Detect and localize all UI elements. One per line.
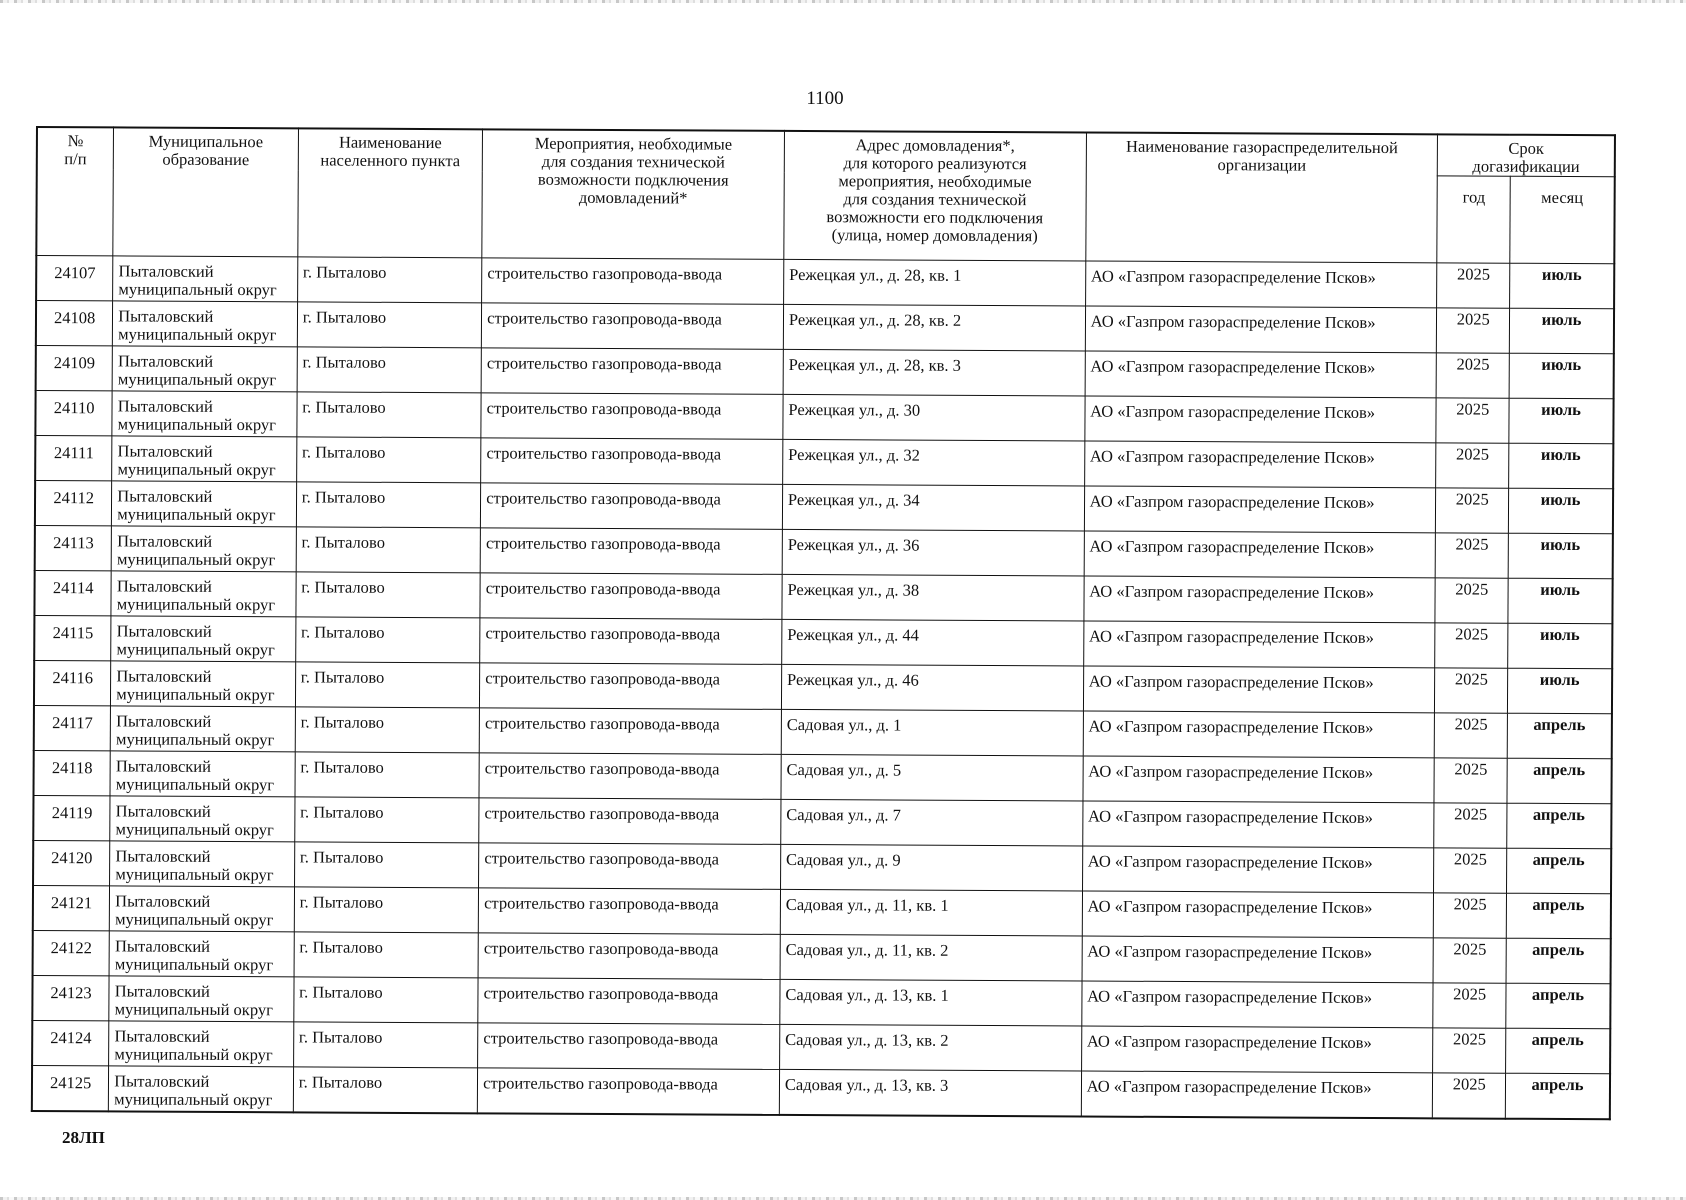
cell-settlement: г. Пыталово — [294, 932, 479, 978]
cell-num: 24111 — [35, 436, 112, 481]
cell-year: 2025 — [1433, 983, 1506, 1028]
cell-municipality: Пыталовский муниципальный округ — [111, 571, 296, 617]
table-header — [36, 127, 1615, 264]
cell-year: 2025 — [1436, 398, 1509, 443]
cell-month: апрель — [1506, 983, 1611, 1029]
cell-num: 24114 — [34, 570, 111, 615]
cell-settlement: г. Пыталово — [295, 707, 480, 753]
cell-organization: АО «Газпром газораспределение Псков» — [1084, 531, 1436, 578]
table-row — [32, 1065, 1610, 1118]
cell-settlement: г. Пыталово — [294, 977, 479, 1023]
cell-address: Садовая ул., д. 13, кв. 2 — [779, 1024, 1081, 1071]
cell-measures: строительство газопровода-ввода — [481, 348, 783, 395]
cell-num: 24113 — [35, 525, 112, 570]
cell-year: 2025 — [1436, 488, 1509, 533]
table-body — [32, 256, 1614, 1119]
header-num: № п/п — [36, 127, 113, 256]
header-year: год — [1437, 176, 1510, 263]
cell-organization: АО «Газпром газораспределение Псков» — [1083, 621, 1435, 668]
cell-address: Режецкая ул., д. 44 — [782, 619, 1084, 666]
cell-settlement: г. Пыталово — [297, 392, 482, 438]
cell-year: 2025 — [1434, 938, 1507, 983]
cell-organization: АО «Газпром газораспределение Псков» — [1085, 261, 1437, 308]
cell-month: апрель — [1507, 758, 1612, 804]
cell-municipality: Пыталовский муниципальный округ — [109, 931, 294, 977]
cell-address: Садовая ул., д. 11, кв. 2 — [780, 934, 1082, 981]
cell-measures: строительство газопровода-ввода — [479, 798, 781, 845]
cell-measures: строительство газопровода-ввода — [481, 393, 783, 440]
cell-municipality: Пыталовский муниципальный округ — [112, 346, 297, 392]
cell-municipality: Пыталовский муниципальный округ — [111, 526, 296, 572]
cell-municipality: Пыталовский муниципальный округ — [110, 841, 295, 887]
cell-year: 2025 — [1437, 353, 1510, 398]
header-measures: Мероприятия, необходимые для создания технической возможности подключения домовладений* — [482, 129, 784, 259]
cell-address: Садовая ул., д. 13, кв. 1 — [780, 979, 1082, 1026]
cell-settlement: г. Пыталово — [295, 617, 480, 663]
cell-address: Садовая ул., д. 7 — [781, 799, 1083, 846]
cell-municipality: Пыталовский муниципальный округ — [110, 886, 295, 932]
cell-organization: АО «Газпром газораспределение Псков» — [1081, 1026, 1433, 1073]
cell-settlement: г. Пыталово — [295, 752, 480, 798]
cell-organization: АО «Газпром газораспределение Псков» — [1085, 396, 1437, 443]
page-number: 1100 — [806, 88, 844, 109]
cell-municipality: Пыталовский муниципальный округ — [110, 796, 295, 842]
cell-measures: строительство газопровода-ввода — [478, 978, 780, 1025]
cell-year: 2025 — [1435, 578, 1508, 623]
cell-organization: АО «Газпром газораспределение Псков» — [1083, 756, 1435, 803]
cell-num: 24117 — [34, 705, 111, 750]
cell-municipality: Пыталовский муниципальный округ — [112, 391, 297, 437]
cell-address: Садовая ул., д. 11, кв. 1 — [780, 889, 1082, 936]
cell-month: июль — [1510, 263, 1615, 309]
cell-measures: строительство газопровода-ввода — [480, 663, 782, 710]
cell-year: 2025 — [1433, 1073, 1506, 1118]
cell-address: Садовая ул., д. 5 — [781, 754, 1083, 801]
cell-num: 24109 — [36, 346, 113, 391]
cell-num: 24112 — [35, 481, 112, 526]
cell-num: 24108 — [36, 301, 113, 346]
cell-municipality: Пыталовский муниципальный округ — [112, 436, 297, 482]
cell-month: июль — [1509, 398, 1614, 444]
cell-municipality: Пыталовский муниципальный округ — [110, 751, 295, 797]
cell-organization: АО «Газпром газораспределение Псков» — [1082, 846, 1434, 893]
cell-measures: строительство газопровода-ввода — [482, 258, 784, 305]
cell-address: Садовая ул., д. 13, кв. 3 — [779, 1069, 1081, 1116]
cell-measures: строительство газопровода-ввода — [481, 438, 783, 485]
cell-num: 24123 — [32, 975, 109, 1020]
cell-settlement: г. Пыталово — [295, 662, 480, 708]
cell-month: июль — [1508, 533, 1613, 579]
header-municipality: Муниципальное образование — [113, 127, 298, 256]
cell-organization: АО «Газпром газораспределение Псков» — [1081, 1071, 1433, 1118]
cell-address: Режецкая ул., д. 36 — [782, 529, 1084, 576]
cell-measures: строительство газопровода-ввода — [478, 888, 780, 935]
cell-settlement: г. Пыталово — [294, 842, 479, 888]
cell-num: 24122 — [33, 930, 110, 975]
header-settlement: Наименование населенного пункта — [298, 128, 483, 257]
cell-num: 24118 — [33, 750, 110, 795]
scan-edge-top — [0, 0, 1686, 3]
cell-year: 2025 — [1436, 443, 1509, 488]
cell-month: апрель — [1507, 713, 1612, 759]
cell-year: 2025 — [1435, 623, 1508, 668]
cell-num: 24125 — [32, 1065, 109, 1110]
cell-municipality: Пыталовский муниципальный округ — [109, 1066, 294, 1112]
cell-settlement: г. Пыталово — [296, 572, 481, 618]
cell-municipality: Пыталовский муниципальный округ — [113, 256, 298, 302]
header-address: Адрес домовладения*, для которого реализуются мероприятия, необходимые для создания технической возможности его подключения (улица, номер домовладения) — [784, 131, 1086, 261]
cell-num: 24120 — [33, 840, 110, 885]
cell-month: апрель — [1506, 893, 1611, 939]
cell-organization: АО «Газпром газораспределение Псков» — [1083, 666, 1435, 713]
cell-measures: строительство газопровода-ввода — [479, 753, 781, 800]
cell-address: Режецкая ул., д. 34 — [782, 484, 1084, 531]
cell-num: 24124 — [32, 1020, 109, 1065]
cell-year: 2025 — [1434, 893, 1507, 938]
cell-measures: строительство газопровода-ввода — [479, 708, 781, 755]
cell-month: апрель — [1506, 938, 1611, 984]
header-month: месяц — [1510, 176, 1615, 264]
cell-measures: строительство газопровода-ввода — [478, 1068, 780, 1115]
cell-month: июль — [1507, 668, 1612, 714]
cell-year: 2025 — [1434, 848, 1507, 893]
cell-settlement: г. Пыталово — [296, 482, 481, 528]
cell-municipality: Пыталовский муниципальный округ — [109, 976, 294, 1022]
cell-municipality: Пыталовский муниципальный округ — [111, 661, 296, 707]
cell-organization: АО «Газпром газораспределение Псков» — [1082, 891, 1434, 938]
cell-address: Режецкая ул., д. 28, кв. 3 — [783, 349, 1085, 396]
cell-month: июль — [1508, 578, 1613, 624]
cell-settlement: г. Пыталово — [296, 437, 481, 483]
cell-organization: АО «Газпром газораспределение Псков» — [1084, 441, 1436, 488]
cell-organization: АО «Газпром газораспределение Псков» — [1084, 576, 1436, 623]
cell-address: Режецкая ул., д. 28, кв. 1 — [783, 259, 1085, 306]
cell-num: 24116 — [34, 660, 111, 705]
cell-year: 2025 — [1434, 758, 1507, 803]
cell-num: 24110 — [35, 391, 112, 436]
cell-month: июль — [1509, 353, 1614, 399]
cell-month: апрель — [1506, 848, 1611, 894]
cell-measures: строительство газопровода-ввода — [478, 933, 780, 980]
cell-address: Режецкая ул., д. 32 — [783, 439, 1085, 486]
cell-measures: строительство газопровода-ввода — [481, 483, 783, 530]
cell-settlement: г. Пыталово — [297, 347, 482, 393]
cell-settlement: г. Пыталово — [294, 797, 479, 843]
cell-num: 24121 — [33, 885, 110, 930]
cell-organization: АО «Газпром газораспределение Псков» — [1082, 801, 1434, 848]
cell-month: апрель — [1505, 1073, 1610, 1119]
gasification-table — [31, 126, 1616, 1120]
cell-settlement: г. Пыталово — [293, 1067, 478, 1113]
cell-num: 24119 — [33, 795, 110, 840]
cell-municipality: Пыталовский муниципальный округ — [113, 301, 298, 347]
cell-address: Режецкая ул., д. 46 — [781, 664, 1083, 711]
cell-settlement: г. Пыталово — [293, 1022, 478, 1068]
cell-month: июль — [1508, 488, 1613, 534]
cell-organization: АО «Газпром газораспределение Псков» — [1082, 936, 1434, 983]
cell-measures: строительство газопровода-ввода — [480, 528, 782, 575]
header-deadline: Срок догазификации — [1438, 134, 1615, 176]
cell-month: апрель — [1507, 803, 1612, 849]
cell-address: Режецкая ул., д. 38 — [782, 574, 1084, 621]
cell-year: 2025 — [1437, 308, 1510, 353]
cell-municipality: Пыталовский муниципальный округ — [110, 706, 295, 752]
table-container — [31, 126, 1616, 1120]
cell-organization: АО «Газпром газораспределение Псков» — [1083, 711, 1435, 758]
cell-year: 2025 — [1435, 668, 1508, 713]
cell-settlement: г. Пыталово — [296, 527, 481, 573]
cell-num: 24115 — [34, 615, 111, 660]
cell-organization: АО «Газпром газораспределение Псков» — [1085, 306, 1437, 353]
cell-organization: АО «Газпром газораспределение Псков» — [1081, 981, 1433, 1028]
cell-settlement: г. Пыталово — [297, 257, 482, 303]
header-organization: Наименование газораспределительной организации — [1085, 132, 1438, 262]
cell-address: Режецкая ул., д. 30 — [783, 394, 1085, 441]
cell-measures: строительство газопровода-ввода — [480, 618, 782, 665]
cell-measures: строительство газопровода-ввода — [480, 573, 782, 620]
cell-settlement: г. Пыталово — [294, 887, 479, 933]
cell-year: 2025 — [1437, 263, 1510, 308]
cell-organization: АО «Газпром газораспределение Псков» — [1085, 351, 1437, 398]
cell-month: апрель — [1506, 1028, 1611, 1074]
cell-municipality: Пыталовский муниципальный округ — [112, 481, 297, 527]
document-code: 28ЛП — [62, 1128, 105, 1147]
cell-year: 2025 — [1435, 713, 1508, 758]
cell-municipality: Пыталовский муниципальный округ — [111, 616, 296, 662]
cell-address: Садовая ул., д. 9 — [780, 844, 1082, 891]
cell-municipality: Пыталовский муниципальный округ — [109, 1021, 294, 1067]
cell-organization: АО «Газпром газораспределение Псков» — [1084, 486, 1436, 533]
cell-month: июль — [1508, 623, 1613, 669]
cell-year: 2025 — [1434, 803, 1507, 848]
cell-measures: строительство газопровода-ввода — [482, 303, 784, 350]
cell-year: 2025 — [1433, 1028, 1506, 1073]
cell-address: Режецкая ул., д. 28, кв. 2 — [783, 304, 1085, 351]
cell-num: 24107 — [36, 256, 113, 301]
cell-year: 2025 — [1436, 533, 1509, 578]
cell-month: июль — [1509, 308, 1614, 354]
cell-measures: строительство газопровода-ввода — [478, 1023, 780, 1070]
cell-settlement: г. Пыталово — [297, 302, 482, 348]
cell-month: июль — [1509, 443, 1614, 489]
cell-address: Садовая ул., д. 1 — [781, 709, 1083, 756]
cell-measures: строительство газопровода-ввода — [479, 843, 781, 890]
